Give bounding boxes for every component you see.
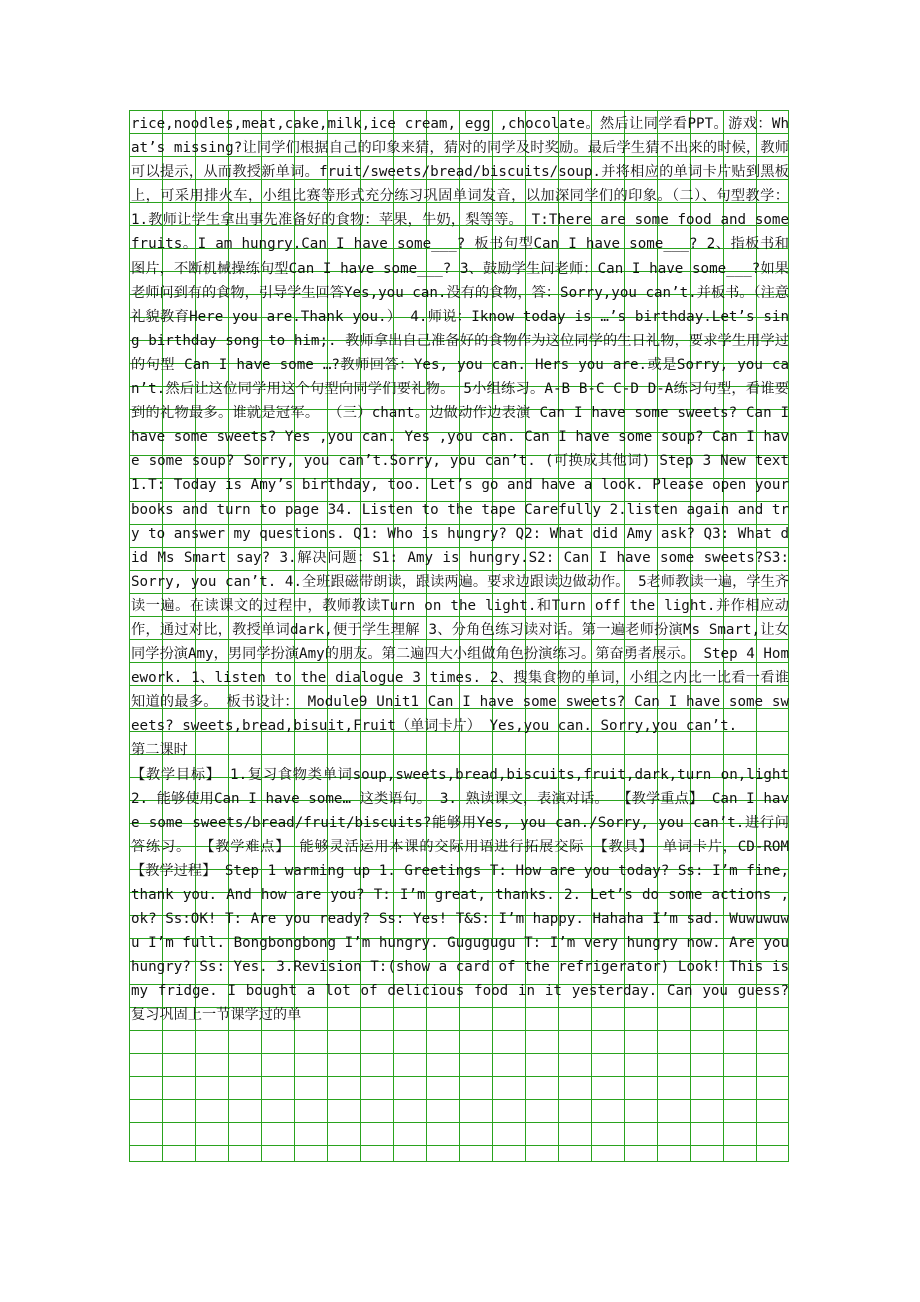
lesson-paragraph-2: 【教学目标】 1.复习食物类单词soup,sweets,bread,biscuits,fruit,dark,turn on,light 2. 能够使用Can I have some… 这类语句。 3. 熟读课文，表演对话。 【教学重点】 Can I have some sweets/bread/fruit/biscuits?能够用Yes, you can./Sorry, you can’t.进行问答练习。 【教学难点】 能够灵活运用本课的交际用语进行拓展交际 【教具】 单词卡片，CD-ROM 【教学过程】 Step 1 warming up 1. Greetings T: How are you today? Ss: I’m fine, thank you. And how are you? T: I’m great, thanks. 2. Let’s do some actions , ok? Ss:OK! T: Are you ready? Ss: Yes! T&S: I’m happy. Hahaha I’m sad. Wuwuwuwu I’m full. Bongbongbong I’m hungry. Gugugugu T: I’m very hungry now. Are you hungry? Ss: Yes. 3.Revision T:(show a card of the refrigerator) Look! This is my fridge. I bought a lot of delicious food in it yesterday. Can you guess? 复习巩固上一节课学过的单: [131, 766, 789, 1024]
document-text: [131, 112, 789, 1160]
lesson-paragraph-1: rice,noodles,meat,cake,milk,ice cream, egg ,chocolate。然后让同学看PPT。游戏：What’s missing?让同学们根据自己的印象来猜，猜对的同学及时奖励。最后学生猜不出来的时候，教师可以提示，从而教授新单词。fruit/sweets/bread/biscuits/soup.并将相应的单词卡片贴到黑板上，可采用排火车，小组比赛等形式充分练习巩固单词发音，以加深同学们的印象。（二）、句型教学： 1.教师让学生拿出事先准备好的食物：苹果，牛奶，梨等等。 T:There are some food and some fruits。I am hungry.Can I have some___? 板书句型Can I have some___? 2、指板书和图片，不断机械操练句型Can I have some___? 3、鼓励学生问老师：Can I have some___?如果老师问到有的食物，引导学生回答Yes,you can.没有的食物，答：Sorry,you can’t.并板书。（注意礼貌教育Here you are.Thank you.） 4.师说：Iknow today is …’s birthday.Let’s sing birthday song to him;. 教师拿出自己准备好的食物作为这位同学的生日礼物，要求学生用学过的句型 Can I have some …?教师回答：Yes, you can. Hers you are.或是Sorry, you can’t.然后让这位同学用这个句型向同学们要礼物。 5小组练习。A-B B-C C-D D-A练习句型，看谁要到的礼物最多。谁就是冠军。 （三）chant。边做动作边表演 Can I have some sweets? Can I have some sweets? Yes ,you can. Yes ,you can. Can I have some soup? Can I have some soup? Sorry, you can’t.Sorry, you can’t. (可换成其他词) Step 3 New text 1.T: Today is Amy’s birthday, too. Let’s go and have a look. Please open your books and turn to page 34. Listen to the tape Carefully 2.listen again and try to answer my questions. Q1: Who is hungry? Q2: What did Amy ask? Q3: What did Ms Smart say? 3.解决问题：S1: Amy is hungry.S2: Can I have some sweets?S3: Sorry, you can’t. 4.全班跟磁带朗读，跟读两遍。要求边跟读边做动作。 5老师教读一遍，学生齐读一遍。在读课文的过程中，教师教读Turn on the light.和Turn off the light.并作相应动作，通过对比，教授单词dark,便于学生理解 3、分角色练习读对话。第一遍老师扮演Ms Smart,让女同学扮演Amy，男同学扮演Amy的朋友。第二遍四大小组做角色扮演练习。第奋勇者展示。 Step 4 Homework. 1、listen to the dialogue 3 times. 2、搜集食物的单词，小组之内比一比看一看谁知道的最多。 板书设计： Module9 Unit1 Can I have some sweets? Can I have some sweets? sweets,bread,bisuit,Fruit（单词卡片） Yes,you can. Sorry,you can’t.: [131, 116, 789, 735]
lesson-heading: 第二课时: [131, 742, 188, 759]
